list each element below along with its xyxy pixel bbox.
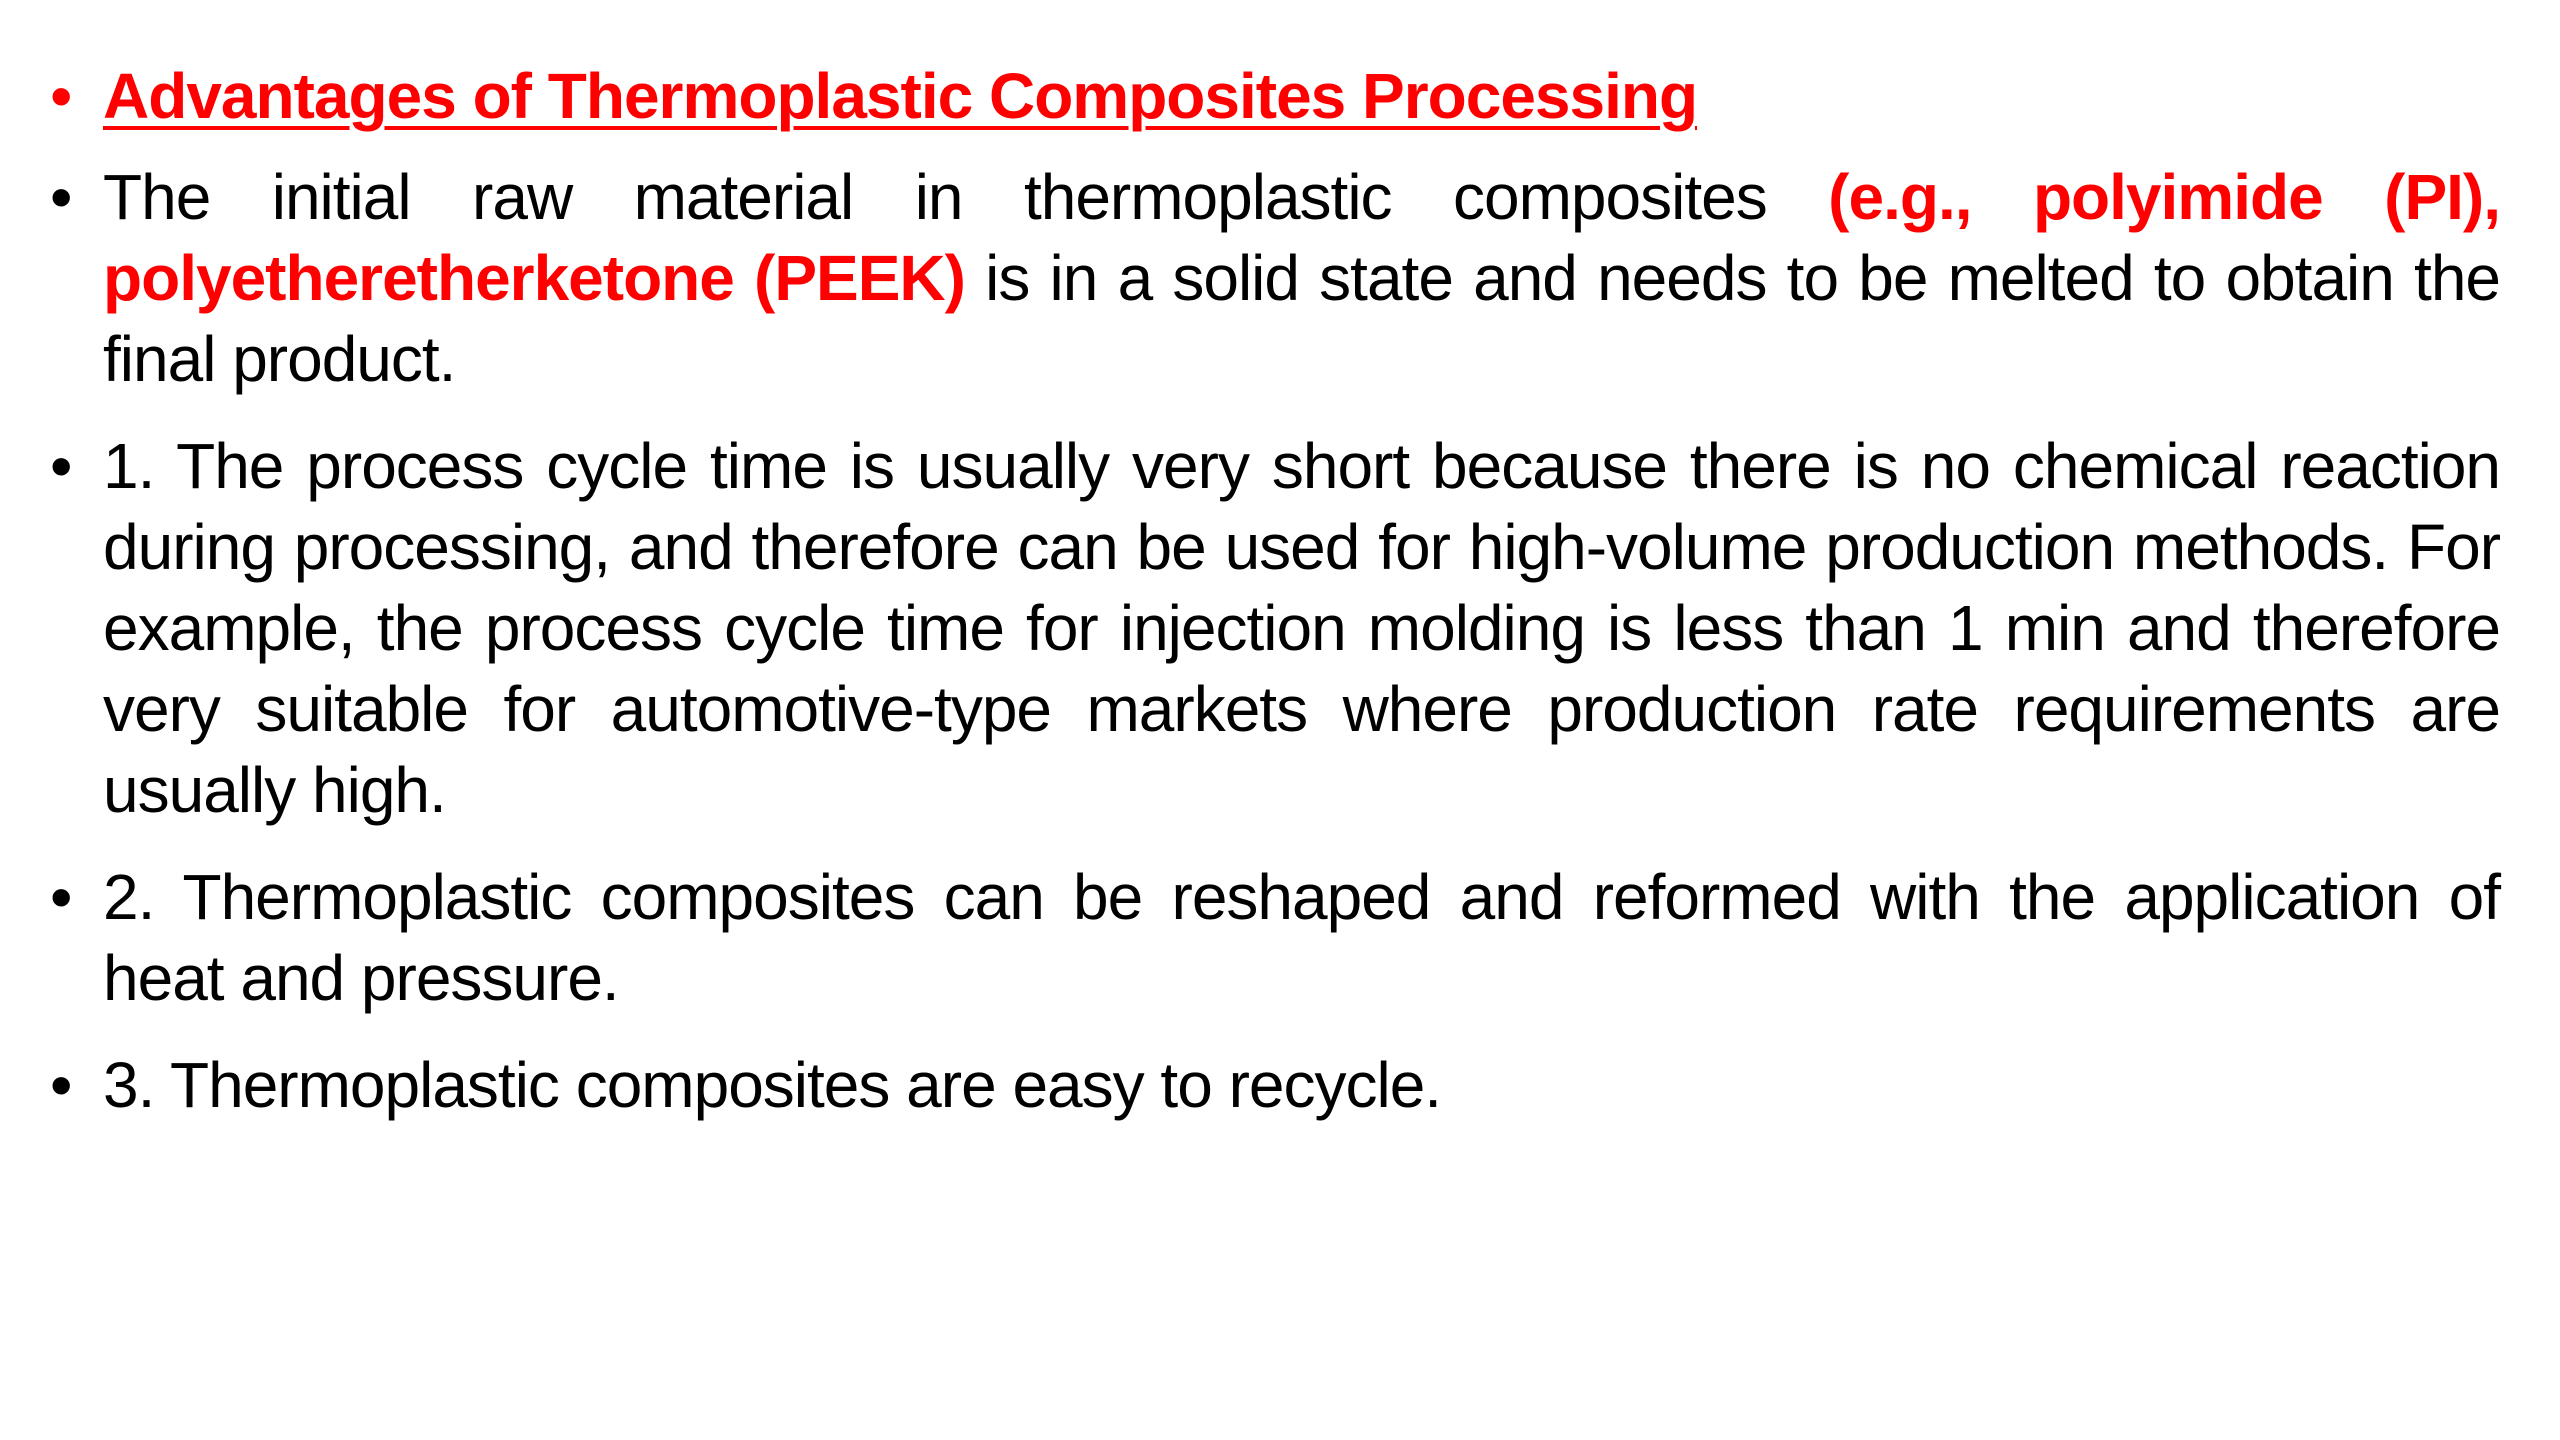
intro-text-after: is in a solid state and needs to be melted to obtain the final product. [103,242,2501,395]
intro-text-before: The initial raw material in thermoplastic composites [103,161,1829,233]
bullet-dot-icon: • [50,1049,72,1121]
slide-heading-item [50,56,2500,137]
point-1-item [50,426,2500,831]
point-2-item [50,857,2500,1019]
intro-highlight: (e.g., polyimide (PI), polyetheretherketone (PEEK) [103,161,2501,314]
bullet-dot-icon: • [50,161,72,233]
intro-item [50,157,2500,400]
bullet-dot-icon: • [50,861,72,933]
point-3-text: 3. Thermoplastic composites are easy to recycle. [103,1049,1442,1121]
point-2-text: 2. Thermoplastic composites can be reshaped and reformed with the application of heat and pressure. [103,861,2500,1014]
point-1-text: 1. The process cycle time is usually very short because there is no chemical reaction during processing, and therefore can be used for high-volume production methods. For example, the process cycle time for injection molding is less than 1 min and therefore very suitable for automotive-type markets where production rate requirements are usually high. [103,430,2500,826]
slide-heading: Advantages of Thermoplastic Composites Processing [103,60,1698,132]
bullet-dot-icon: • [50,60,72,132]
point-3-item [50,1045,2500,1126]
bullet-dot-icon: • [50,430,72,502]
bullet-list [50,56,2500,1126]
